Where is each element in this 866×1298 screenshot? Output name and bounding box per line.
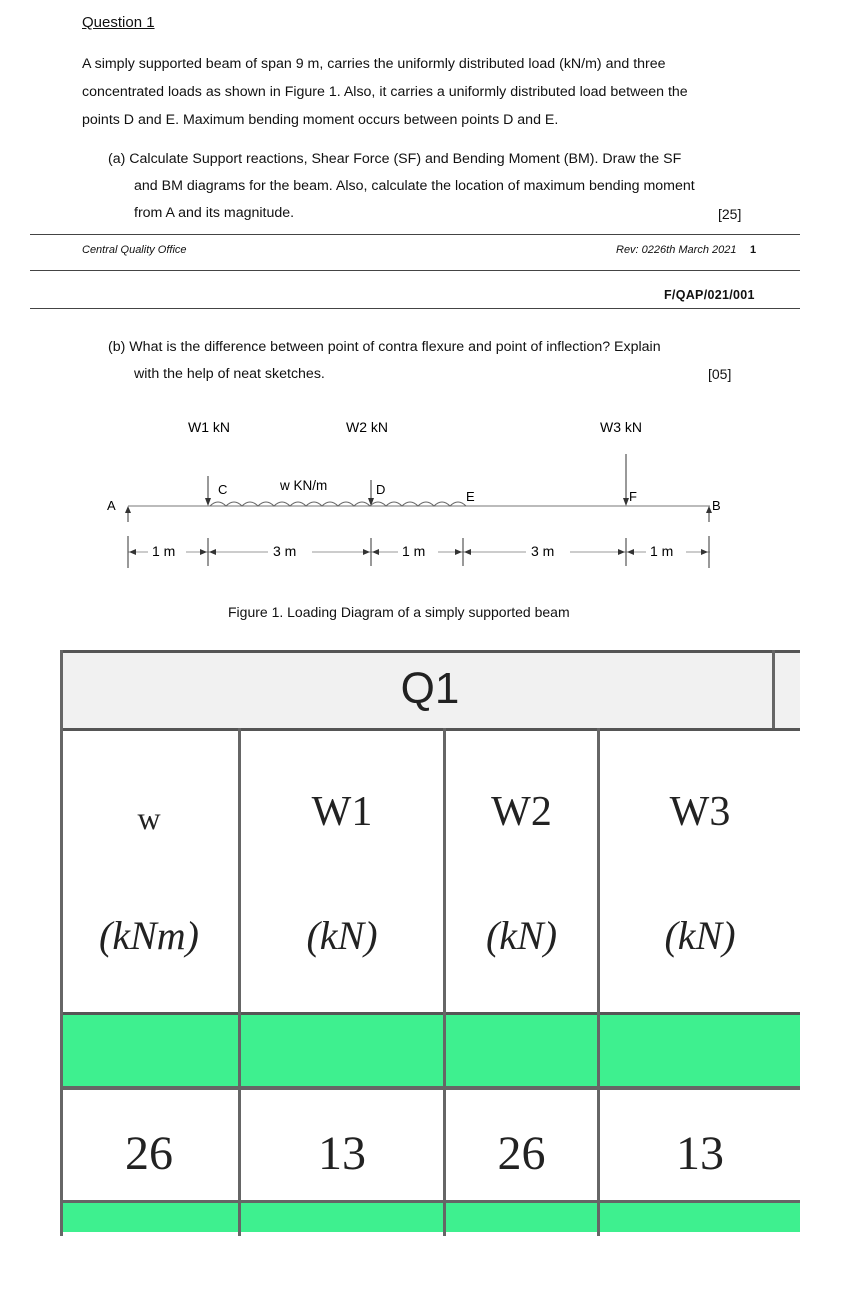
- value-w1: 13: [318, 1127, 366, 1180]
- span-label: 1 m: [650, 543, 674, 559]
- udl-wave-icon: [210, 502, 466, 506]
- point-load-arrow-d: [368, 480, 374, 506]
- header-unit-w2: (kN): [485, 913, 558, 958]
- header-w: w: [137, 800, 161, 836]
- highlight-row: [60, 1014, 800, 1086]
- header-w3: W3: [669, 789, 731, 835]
- value-w2: 26: [497, 1127, 546, 1180]
- header-bottom-rule: [30, 308, 800, 309]
- load-label-w1: W1 kN: [188, 419, 230, 435]
- question-title: Question 1: [82, 14, 155, 31]
- footer-top-rule: [30, 234, 800, 235]
- load-label-w2: W2 kN: [346, 419, 388, 435]
- part-b-line: with the help of neat sketches.: [134, 366, 325, 382]
- value-w: 26: [125, 1127, 173, 1180]
- span-label: 3 m: [531, 543, 555, 559]
- part-b-line: (b) What is the difference between point of contra flexure and point of inflection? Explain: [108, 339, 661, 355]
- point-e-label: E: [466, 489, 475, 504]
- part-a-marks: [25]: [718, 206, 742, 222]
- value-w3: 13: [676, 1127, 724, 1180]
- span-label: 1 m: [152, 543, 176, 559]
- point-c-label: C: [218, 482, 228, 497]
- page-break-rule: [30, 270, 800, 271]
- part-a-line: from A and its magnitude.: [134, 205, 295, 221]
- header-unit-w3: (kN): [664, 913, 736, 958]
- part-a-line: and BM diagrams for the beam. Also, calculate the location of maximum bending moment: [134, 178, 695, 194]
- intro-line: points D and E. Maximum bending moment occurs between points D and E.: [82, 112, 559, 128]
- header-unit-w: (kNm): [99, 913, 199, 958]
- span-label: 1 m: [402, 543, 426, 559]
- document-code: F/QAP/021/001: [664, 288, 755, 302]
- page-number: 1: [750, 244, 757, 256]
- beam-loading-diagram: [0, 400, 866, 600]
- point-load-arrow-c: [205, 476, 211, 506]
- point-d-label: D: [376, 482, 386, 497]
- part-b-marks: [05]: [708, 366, 732, 382]
- support-reaction-arrow-a: [125, 506, 131, 522]
- footer-office: Central Quality Office: [82, 244, 187, 256]
- figure-caption: Figure 1. Loading Diagram of a simply supported beam: [228, 604, 570, 620]
- udl-label: w KN/m: [280, 478, 328, 493]
- span-label: 3 m: [273, 543, 297, 559]
- intro-line: concentrated loads as shown in Figure 1. Also, it carries a uniformly distributed load between the: [82, 84, 688, 100]
- point-f-label: F: [629, 489, 637, 504]
- header-w2: W2: [491, 789, 552, 835]
- table-title: Q1: [400, 664, 460, 713]
- question-intro: [82, 50, 772, 134]
- intro-line: A simply supported beam of span 9 m, carries the uniformly distributed load (kN/m) and three: [82, 56, 666, 72]
- header-unit-w1: (kN): [306, 913, 378, 958]
- part-a-line: (a) Calculate Support reactions, Shear Force (SF) and Bending Moment (BM). Draw the SF: [108, 151, 682, 167]
- point-a-label: A: [107, 498, 116, 513]
- values-table: [60, 650, 800, 1236]
- point-load-arrow-f: [623, 454, 629, 506]
- footer-revision: Rev: 0226th March 2021: [616, 244, 737, 256]
- point-b-label: B: [712, 498, 721, 513]
- header-w1: W1: [311, 789, 373, 835]
- load-label-w3: W3 kN: [600, 419, 642, 435]
- highlight-row: [60, 1202, 800, 1232]
